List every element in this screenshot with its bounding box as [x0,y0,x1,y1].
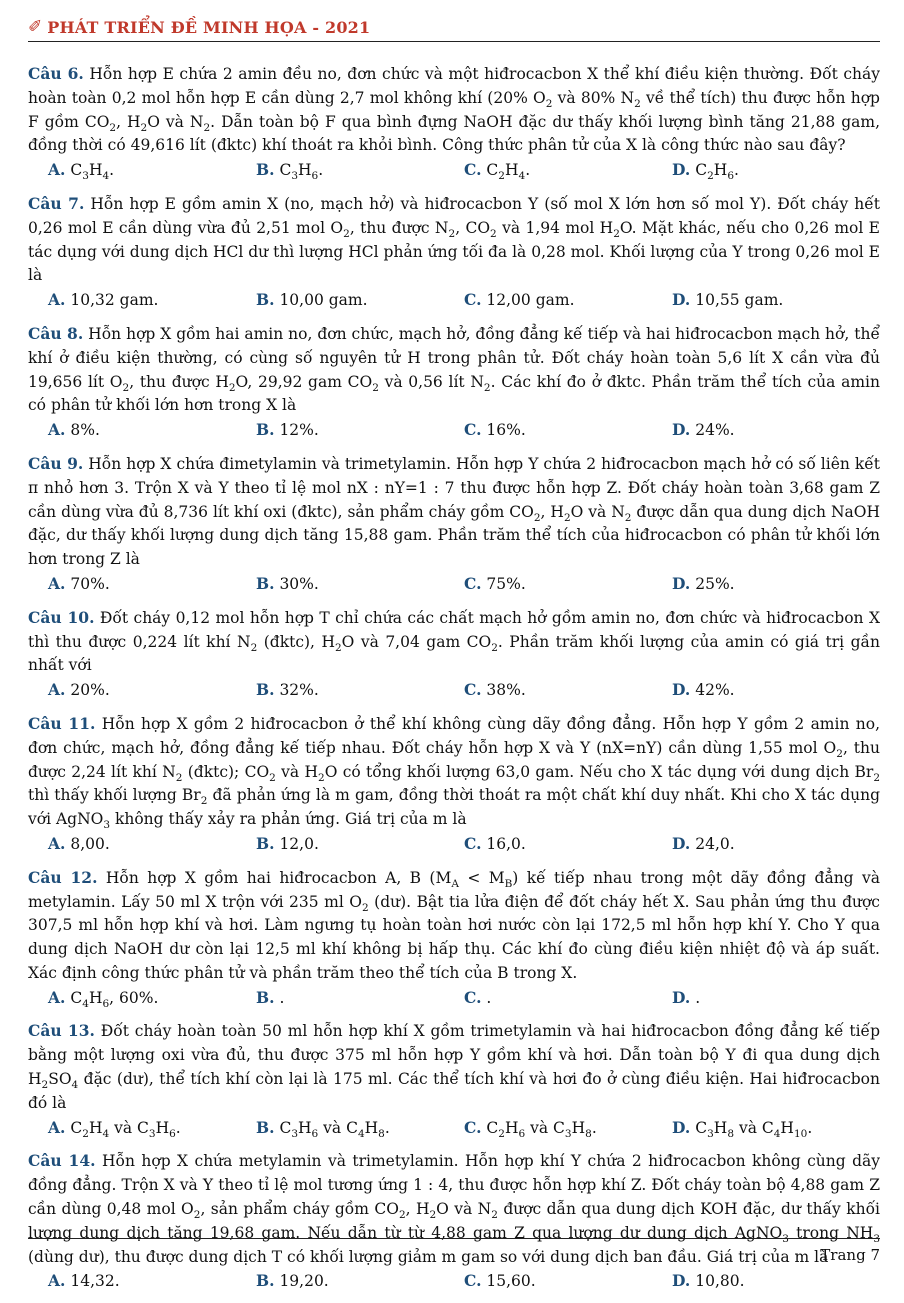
choice-value: 14,32. [70,1272,120,1291]
answer-choice [48,158,256,183]
choice-value: $C_4H_6$, 60%. [70,988,159,1010]
question-label: Câu 13. [28,1021,95,1041]
question-text [28,322,880,418]
choice-letter: A. [48,680,66,700]
choice-value: 8%. [70,421,100,440]
choice-value: $C_3H_8$ và $C_4H_{10}$. [695,1118,813,1140]
choice-letter: B. [256,1271,275,1291]
question-text [28,606,880,678]
question-block [28,452,880,597]
answer-choice [256,832,464,857]
choice-letter: B. [256,833,275,853]
choice-value: 10,80. [695,1272,745,1291]
answer-choice [48,832,256,857]
choice-value: $C_2H_6$. [695,161,739,183]
answer-choice [256,1116,464,1141]
choice-value: 12,0. [279,834,319,853]
choice-letter: B. [256,987,275,1007]
answer-choice [672,418,880,443]
choice-letter: A. [48,420,66,440]
answer-choice [672,832,880,857]
choice-letter: A. [48,160,66,180]
choice-value: 16,0. [486,834,526,853]
choice-letter: C. [464,833,482,853]
answer-choice [256,288,464,313]
page-header [28,18,880,42]
question-body: Hỗn hợp X gồm hai amin no, đơn chức, mạch hở, đồng đẳng kế tiếp và hai hiđrocacbon mạch hở, thể khí ở điều kiện thường, có cùng số nguyên tử H trong phân tử. Đốt cháy hoàn toàn 5,6 lít X cần vừa đủ 19,656 lít $O_2$, thu được $H_2O$, 29,92 gam $CO_2$ và 0,56 lít $N_2$. Các khí đo ở đktc. Phần trăm thể tích của amin có phân tử khối lớn hơn trong X là [28,324,880,415]
answer-choices [28,1269,880,1294]
answer-choice [48,678,256,703]
answer-choice [672,678,880,703]
question-label: Câu 12. [28,867,98,887]
question-text [28,866,880,986]
answer-choice [464,418,672,443]
answer-choice [464,1116,672,1141]
question-text [28,1019,880,1115]
choice-letter: D. [672,573,691,593]
choice-letter: C. [464,160,482,180]
answer-choice [48,1116,256,1141]
answer-choice [464,832,672,857]
answer-choices [28,288,880,313]
choice-letter: A. [48,833,66,853]
choice-value: 38%. [486,681,526,700]
choice-letter: C. [464,1117,482,1137]
choice-value: 20%. [70,681,110,700]
choice-letter: D. [672,1117,691,1137]
choice-letter: D. [672,160,691,180]
question-block [28,606,880,703]
answer-choices [28,572,880,597]
choice-value: 10,55 gam. [695,291,784,310]
choice-letter: A. [48,290,66,310]
choice-letter: C. [464,1271,482,1291]
choice-letter: C. [464,680,482,700]
choice-value: 24,0. [695,834,735,853]
choice-value: 30%. [279,574,319,593]
choice-letter: D. [672,833,691,853]
answer-choice [256,572,464,597]
answer-choice [256,418,464,443]
question-body: Hỗn hợp X chứa đimetylamin và trimetylamin. Hỗn hợp Y chứa 2 hiđrocacbon mạch hở có số liên kết π nhỏ hơn 3. Trộn X và Y theo tỉ lệ mol nX : nY=1 : 7 thu được hỗn hợp Z. Đốt cháy hoàn toàn 3,68 gam Z cần dùng vừa đủ 8,736 lít khí oxi (đktc), sản phẩm cháy gồm $CO_2$, $H_2O$ và $N_2$ được dẫn qua dung dịch NaOH đặc, dư thấy khối lượng dung dịch tăng 15,88 gam. Phần trăm thể tích của hiđrocacbon có phân tử khối lớn hơn trong Z là [28,454,880,569]
choice-letter: C. [464,290,482,310]
question-block [28,866,880,1011]
choice-value: . [486,988,492,1007]
choice-value: 16%. [486,421,526,440]
answer-choice [464,986,672,1011]
question-label: Câu 14. [28,1151,96,1171]
choice-value: 42%. [695,681,735,700]
choice-value: 19,20. [279,1272,329,1291]
answer-choice [256,678,464,703]
choice-value: 25%. [695,574,735,593]
header-title: PHÁT TRIỂN ĐỀ MINH HỌA - 2021 [47,18,371,37]
answer-choice [464,288,672,313]
question-block [28,1149,880,1294]
choice-letter: D. [672,1271,691,1291]
question-body: Hỗn hợp E chứa 2 amin đều no, đơn chức và một hiđrocacbon X thể khí điều kiện thường. Đốt cháy hoàn toàn 0,2 mol hỗn hợp E cần dùng 2,7 mol không khí (20% $O_2$ và 80% $N_2$ về thể tích) thu được hỗn hợp F gồm $CO_2$, $H_2O$ và $N_2$. Dẫn toàn bộ F qua bình đựng NaOH đặc dư thấy khối lượng bình tăng 21,88 gam, đồng thời có 49,616 lít (đktc) khí thoát ra khỏi bình. Công thức phân tử của X là công thức nào sau đây? [28,65,880,155]
page-footer [28,1238,880,1264]
question-block [28,62,880,183]
question-text [28,452,880,572]
answer-choice [464,572,672,597]
choice-value: . [695,988,701,1007]
question-label: Câu 11. [28,713,96,733]
answer-choice [464,1269,672,1294]
choice-value: 70%. [70,574,110,593]
answer-choice [256,1269,464,1294]
choice-letter: B. [256,160,275,180]
question-label: Câu 7. [28,193,85,213]
choice-value: 12,00 gam. [486,291,575,310]
answer-choices [28,158,880,183]
answer-choice [464,158,672,183]
question-block [28,1019,880,1140]
question-label: Câu 10. [28,607,95,627]
answer-choices [28,678,880,703]
choice-letter: B. [256,290,275,310]
answer-choice [672,1269,880,1294]
choice-letter: A. [48,573,66,593]
answer-choice [464,678,672,703]
question-body: Đốt cháy hoàn toàn 50 ml hỗn hợp khí X gồm trimetylamin và hai hiđrocacbon đồng đẳng kế tiếp bằng một lượng oxi vừa đủ, thu được 375 ml hỗn hợp Y gồm khí và hơi. Dẫn toàn bộ Y đi qua dung dịch $H_2SO_4$ đặc (dư), thể tích khí còn lại là 175 ml. Các thể tích khí và hơi đo ở cùng điều kiện. Hai hiđrocacbon đó là [28,1022,880,1112]
answer-choice [48,288,256,313]
choice-value: $C_2H_4$ và $C_3H_6$. [70,1118,181,1140]
choice-value: 15,60. [486,1272,536,1291]
choice-letter: B. [256,573,275,593]
choice-letter: A. [48,1271,66,1291]
question-body: Hỗn hợp X chứa metylamin và trimetylamin. Hỗn hợp khí Y chứa 2 hiđrocacbon không cùng dãy đồng đẳng. Trộn X và Y theo tỉ lệ mol tương ứng 1 : 4, thu được hỗn hợp khí Z. Đốt cháy toàn bộ 4,88 gam Z cần dùng 0,48 mol $O_2$, sản phẩm cháy gồm $CO_2$, $H_2O$ và $N_2$ được dẫn qua dung dịch KOH đặc, dư thấy khối lượng dung dịch tăng 19,68 gam. Nếu dẫn từ từ 4,88 gam Z qua lượng dư dung dịch AgNO$_3$ trong $NH_3$ (dùng dư), thu được dung dịch T có khối lượng giảm m gam so với dung dịch ban đầu. Giá trị của m là [28,1152,881,1266]
question-block [28,712,880,857]
question-body: Hỗn hợp X gồm 2 hiđrocacbon ở thể khí không cùng dãy đồng đẳng. Hỗn hợp Y gồm 2 amin no, đơn chức, mạch hở, đồng đẳng kế tiếp nhau. Đốt cháy hỗn hợp X và Y (nX=nY) cần dùng 1,55 mol $O_2$, thu được 2,24 lít khí $N_2$ (đktc); $CO_2$ và $H_2O$ có tổng khối lượng 63,0 gam. Nếu cho X tác dụng với dung dịch $Br_2$ thì thấy khối lượng $Br_2$ đã phản ứng là m gam, đồng thời thoát ra một chất khí duy nhất. Khi cho X tác dụng với AgNO$_3$ không thấy xảy ra phản ứng. Giá trị của m là [28,714,881,832]
answer-choice [256,158,464,183]
question-block [28,322,880,443]
question-text [28,192,880,288]
choice-value: 10,32 gam. [70,291,159,310]
choice-value: . [279,988,285,1007]
question-label: Câu 6. [28,64,84,83]
answer-choice [48,418,256,443]
choice-letter: D. [672,420,691,440]
answer-choice [48,1269,256,1294]
choice-value: 75%. [486,574,526,593]
answer-choice [48,572,256,597]
question-text [28,62,880,158]
choice-letter: D. [672,680,691,700]
choice-value: 8,00. [70,834,110,853]
choice-letter: C. [464,573,482,593]
answer-choices [28,986,880,1011]
choice-value: $C_3H_6$ và $C_4H_8$. [279,1118,390,1140]
question-block [28,192,880,313]
answer-choice [672,288,880,313]
choice-value: $C_3H_4$. [70,161,115,183]
choice-letter: A. [48,987,66,1007]
choice-letter: C. [464,420,482,440]
choice-letter: B. [256,420,275,440]
choice-value: 24%. [695,421,735,440]
question-label: Câu 9. [28,453,84,473]
question-body: Hỗn hợp E gồm amin X (no, mạch hở) và hiđrocacbon Y (số mol X lớn hơn số mol Y). Đốt cháy hết 0,26 mol E cần dùng vừa đủ 2,51 mol $O_2$, thu được $N_2$, $CO_2$ và 1,94 mol $H_2O$. Mặt khác, nếu cho 0,26 mol E tác dụng với dung dịch HCl dư thì lượng HCl phản ứng tối đa là 0,28 mol. Khối lượng của Y trong 0,26 mol E là [28,194,881,285]
answer-choices [28,418,880,443]
choice-value: $C_2H_6$ và $C_3H_8$. [486,1118,597,1140]
answer-choice [672,572,880,597]
answer-choice [256,986,464,1011]
choice-value: 32%. [279,681,319,700]
choice-letter: B. [256,680,275,700]
question-body: Đốt cháy 0,12 mol hỗn hợp T chỉ chứa các chất mạch hở gồm amin no, đơn chức và hiđrocacbon X thì thu được 0,224 lít khí $N_2$ (đktc), $H_2O$ và 7,04 gam $CO_2$. Phần trăm khối lượng của amin có giá trị gần nhất với [28,608,880,675]
answer-choices [28,832,880,857]
choice-value: $C_3H_6$. [279,161,324,183]
answer-choices [28,1116,880,1141]
answer-choice [672,1116,880,1141]
question-label: Câu 8. [28,323,84,343]
choice-value: 12%. [279,421,319,440]
answer-choice [48,986,256,1011]
question-text [28,712,880,832]
answer-choice [672,158,880,183]
question-body: Hỗn hợp X gồm hai hiđrocacbon A, B $(M_A < M_B)$ kế tiếp nhau trong một dãy đồng đẳng và metylamin. Lấy 50 ml X trộn với 235 ml $O_2$ (dư). Bật tia lửa điện để đốt cháy hết X. Sau phản ứng thu được 307,5 ml hỗn hợp khí và hơi. Làm ngưng tụ hoàn toàn hơi nước còn lại 172,5 ml hỗn hợp khí Y. Cho Y qua dung dịch NaOH dư còn lại 12,5 ml khí không bị hấp thụ. Các khí đo cùng điều kiện nhiệt độ và áp suất. Xác định công thức phân tử và phần trăm theo thể tích của B trong X. [28,868,880,982]
choice-letter: C. [464,987,482,1007]
question-list [28,62,880,1303]
choice-letter: D. [672,290,691,310]
choice-letter: D. [672,987,691,1007]
choice-value: $C_2H_4$. [486,161,531,183]
pencil-icon: ✐ [28,17,43,37]
page-number: Trang 7 [820,1246,880,1264]
choice-value: 10,00 gam. [279,291,368,310]
answer-choice [672,986,880,1011]
choice-letter: A. [48,1117,66,1137]
choice-letter: B. [256,1117,275,1137]
